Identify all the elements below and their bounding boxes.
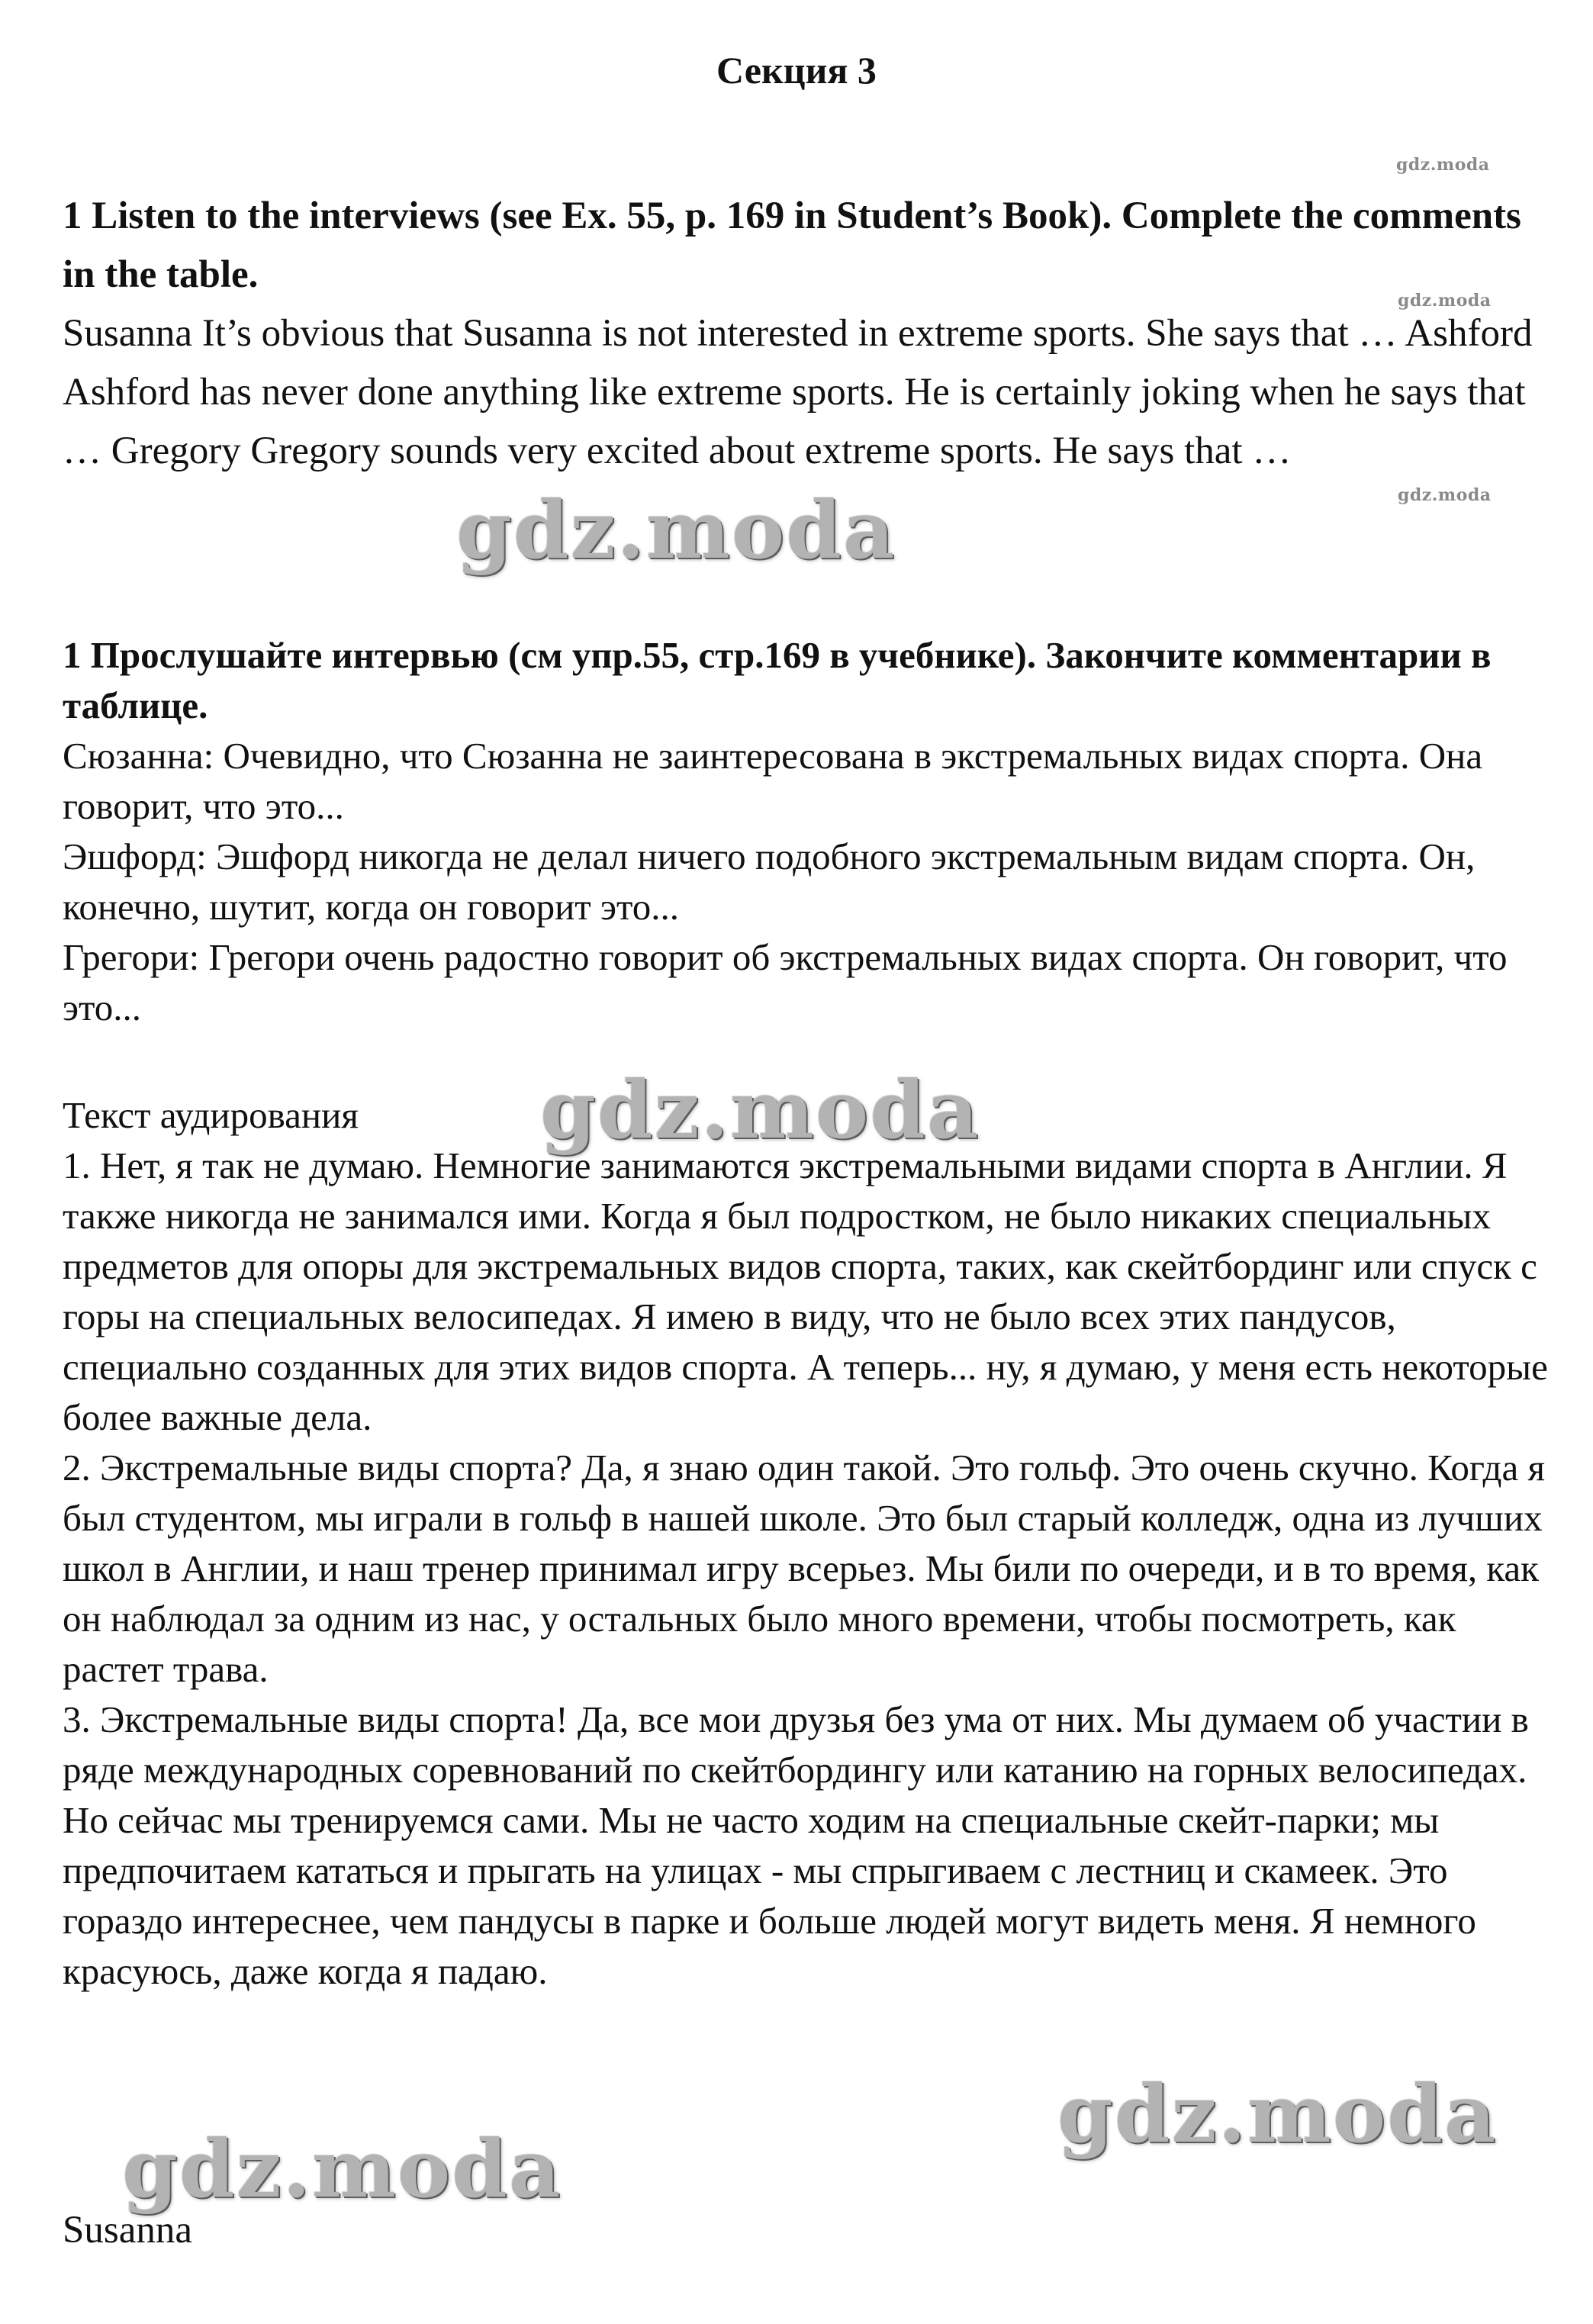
page-title: Секция 3 <box>716 49 877 92</box>
watermark-small: gdz.moda <box>1398 291 1492 311</box>
table-row-label: Susanna <box>63 2209 192 2252</box>
watermark-logo: gdz.moda <box>456 483 896 577</box>
russian-line-susanna: Сюзанна: Очевидно, что Сюзанна не заинтересована в экстремальных видах спорта. Она говорит, что это... <box>63 735 1483 827</box>
listening-section <box>63 1090 1550 1997</box>
russian-line-gregory: Грегори: Грегори очень радостно говорит об экстремальных видах спорта. Он говорит, что это... <box>63 936 1508 1028</box>
listening-item: 3. Экстремальные виды спорта! Да, все мои друзья без ума от них. Мы думаем об участии в ряде международных соревнований по скейтбордингу или катанию на горных велосипедах. Но сейчас мы тренируемся сами. Мы не часто ходим на специальные скейт-парки; мы предпочитаем кататься и прыгать на улицах - мы спрыгиваем с лестниц и скамеек. Это гораздо интереснее, чем пандусы в парке и больше людей могут видеть меня. Я немного красуюсь, даже когда я падаю. <box>63 1698 1529 1992</box>
listening-heading: Текст аудирования <box>63 1094 359 1136</box>
english-task-heading: 1 Listen to the interviews (see Ex. 55, p. 169 in Student’s Book). Complete the comments in the table. <box>63 195 1521 296</box>
russian-line-ashford: Эшфорд: Эшфорд никогда не делал ничего подобного экстремальным видам спорта. Он, конечно, шутит, когда он говорит это... <box>63 835 1476 928</box>
english-section <box>63 187 1550 481</box>
russian-section <box>63 630 1550 1033</box>
watermark-small: gdz.moda <box>1396 155 1490 175</box>
watermark-small: gdz.moda <box>1398 485 1492 505</box>
watermark-logo: gdz.moda <box>540 1063 980 1157</box>
english-body: Susanna It’s obvious that Susanna is not interested in extreme sports. She says that … Ashford Ashford has never done anything like extreme sports. He is certainly joking when he says that … Gregory Gregory sounds very excited about extreme sports. He says that … <box>63 312 1533 472</box>
listening-item: 2. Экстремальные виды спорта? Да, я знаю один такой. Это гольф. Это очень скучно. Когда я был студентом, мы играли в гольф в нашей школе. Это был старый колледж, одна из лучших школ в Англии, и наш тренер принимал игру всерьез. Мы били по очереди, и в то время, как он наблюдал за одним из нас, у остальных было много времени, чтобы посмотреть, как растет трава. <box>63 1447 1545 1690</box>
watermark-logo: gdz.moda <box>1057 2067 1498 2161</box>
russian-task-heading: 1 Прослушайте интервью (см упр.55, стр.169 в учебнике). Закончите комментарии в таблице. <box>63 634 1492 726</box>
listening-item: 1. Нет, я так не думаю. Немногие занимаются экстремальными видами спорта в Англии. Я также никогда не занимался ими. Когда я был подростком, не было никаких специальных предметов для опоры для экстремальных видов спорта, таких, как скейтбординг или спуск с горы на специальных велосипедах. Я имею в виду, что не было всех этих пандусов, специально созданных для этих видов спорта. А теперь... ну, я думаю, у меня есть некоторые более важные дела. <box>63 1144 1548 1438</box>
watermark-logo: gdz.moda <box>122 2122 562 2216</box>
